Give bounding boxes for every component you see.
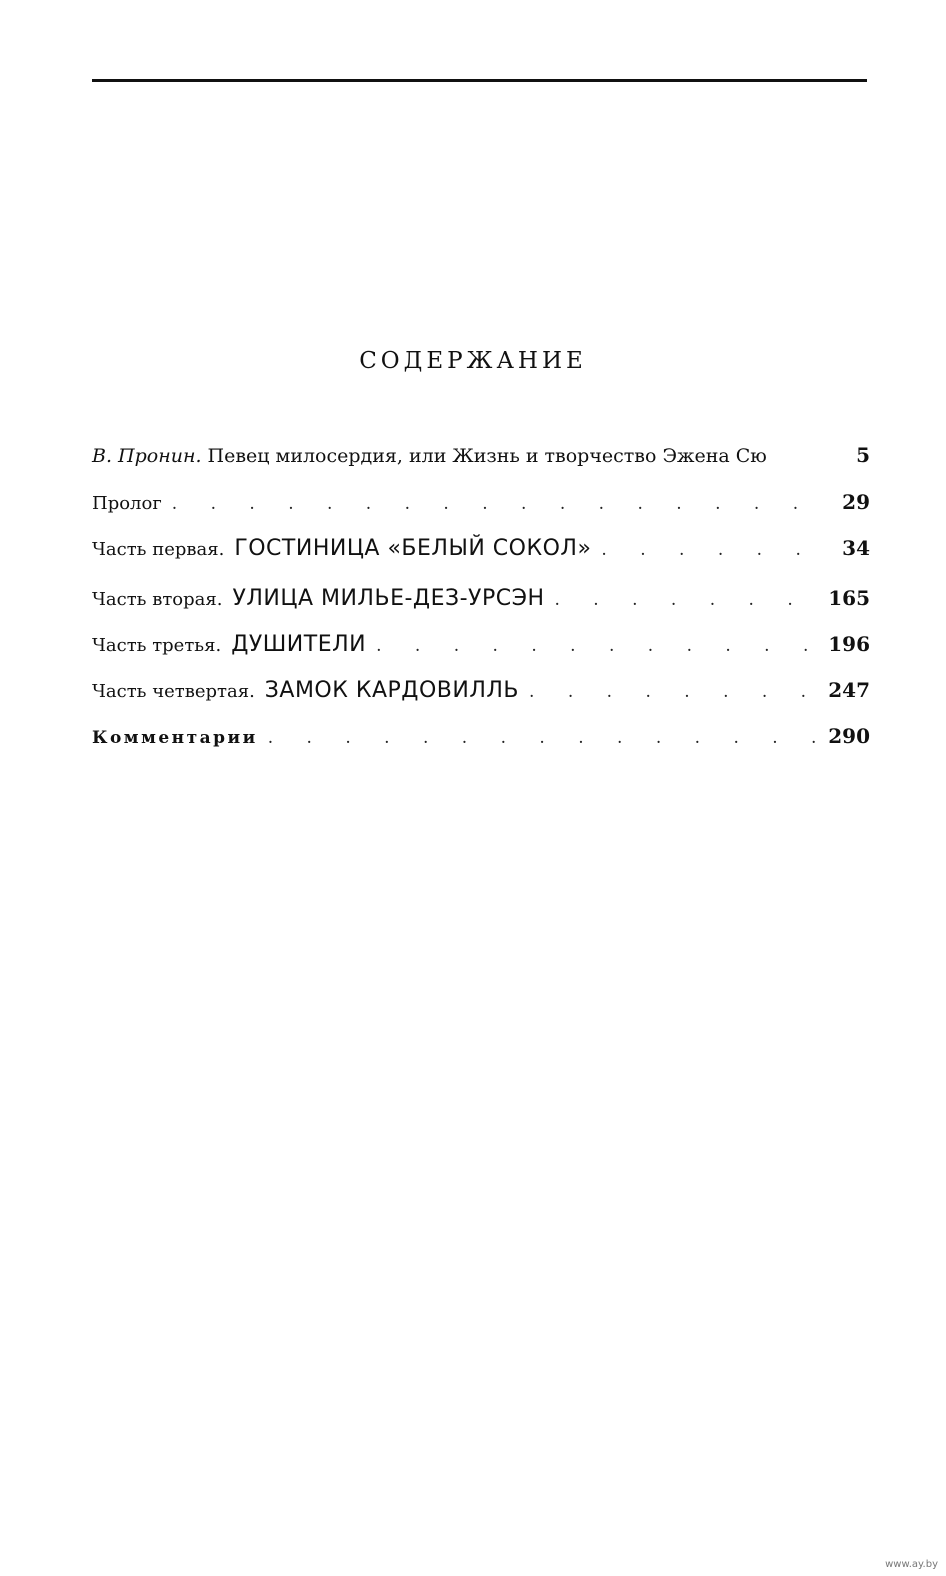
toc-entry-part-2[interactable] (92, 585, 870, 613)
toc-entry-intro[interactable] (92, 442, 870, 469)
toc-entry-label: Часть вторая. (92, 589, 223, 610)
toc-entry-part-4[interactable] (92, 677, 870, 705)
toc-entry-title: Певец милосердия, или Жизнь и творчество Эжена Сю (207, 445, 767, 467)
toc-entry-part-3[interactable] (92, 631, 870, 659)
toc-entry-commentary[interactable] (92, 723, 870, 751)
top-rule (92, 79, 867, 82)
dot-leaders (268, 725, 819, 751)
dot-leaders (376, 633, 818, 659)
toc-entry-label: Комментарии (92, 728, 258, 748)
toc-entry-label: Часть четвертая. (92, 681, 255, 702)
toc-entry-part-1[interactable] (92, 535, 870, 563)
toc-entry-title: ДУШИТЕЛИ (231, 632, 367, 657)
dot-leaders (554, 587, 818, 613)
dot-leaders (172, 491, 830, 517)
toc-entry-prologue[interactable] (92, 489, 870, 517)
dot-leaders (601, 537, 830, 563)
toc-entry-page: 247 (828, 678, 870, 702)
toc-entry-title: ГОСТИНИЦА «БЕЛЫЙ СОКОЛ» (234, 536, 592, 561)
toc-entry-page: 290 (828, 724, 870, 748)
toc-entry-page: 165 (828, 586, 870, 610)
toc-entry-label: Часть первая. (92, 539, 225, 560)
toc-entry-label: Пролог (92, 493, 162, 514)
table-of-contents (92, 442, 870, 751)
toc-entry-title: ЗАМОК КАРДОВИЛЛЬ (264, 678, 520, 703)
watermark: www.ay.by (885, 1559, 938, 1570)
toc-entry-author: В. Пронин. (92, 445, 202, 467)
toc-entry-page: 34 (842, 536, 870, 560)
toc-entry-page: 29 (842, 490, 870, 514)
toc-entry-page: 5 (856, 443, 870, 467)
dot-leaders (529, 679, 818, 705)
toc-entry-page: 196 (828, 632, 870, 656)
toc-entry-title: УЛИЦА МИЛЬЕ-ДЕЗ-УРСЭН (232, 586, 545, 611)
page-title: СОДЕРЖАНИЕ (359, 348, 587, 374)
toc-entry-label: Часть третья. (92, 635, 222, 656)
